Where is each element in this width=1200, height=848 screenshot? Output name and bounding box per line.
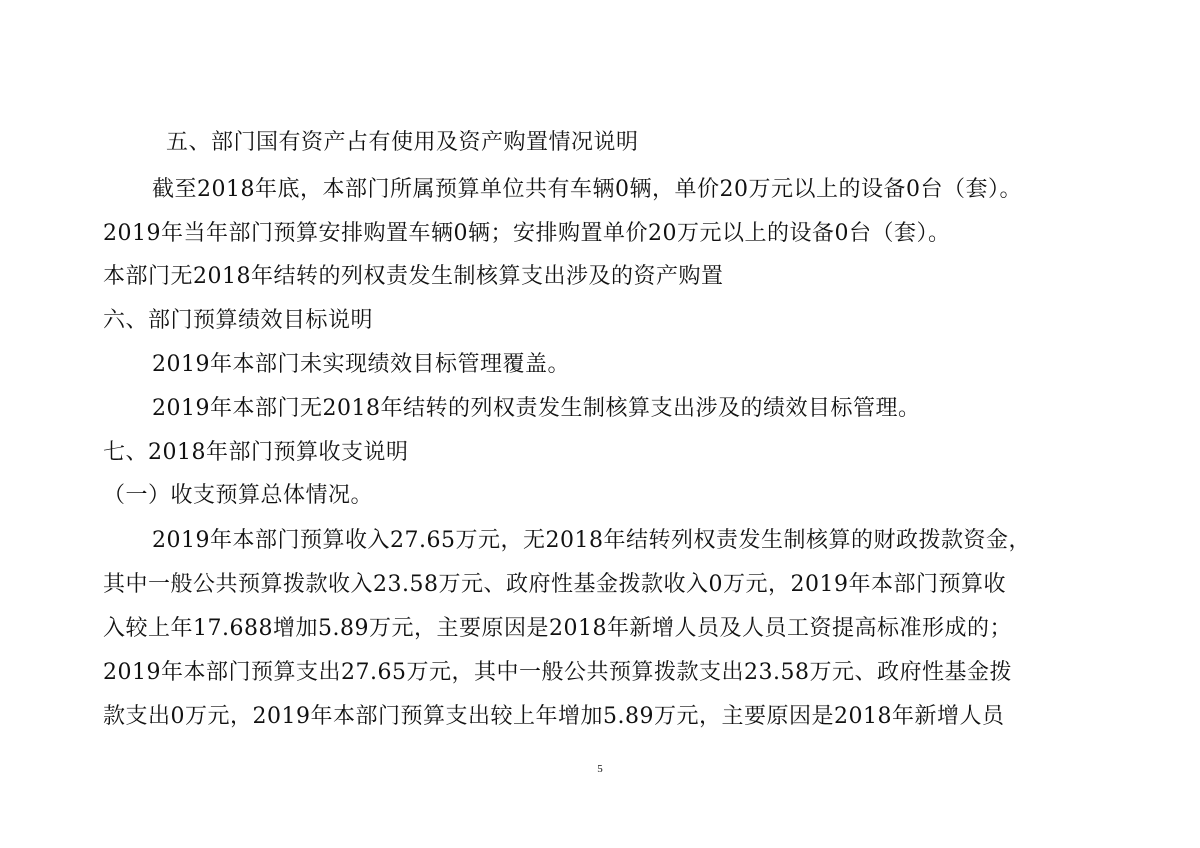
paragraph-line: 2019年当年部门预算安排购置车辆0辆；安排购置单价20万元以上的设备0台（套）。: [103, 221, 951, 246]
section-heading-performance: 六、部门预算绩效目标说明: [103, 308, 374, 333]
paragraph-line: 本部门无2018年结转的列权责发生制核算支出涉及的资产购置: [103, 264, 724, 289]
page-number: 5: [597, 763, 603, 775]
paragraph-line: 入较上年17.688增加5.89万元，主要原因是2018年新增人员及人员工资提高标准形成的；: [103, 616, 1012, 641]
paragraph-line: 截至2018年底，本部门所属预算单位共有车辆0辆，单价20万元以上的设备0台（套）。: [152, 177, 1022, 202]
paragraph-line: 2019年本部门预算支出27.65万元，其中一般公共预算拨款支出23.58万元、政府性基金拨: [103, 660, 1012, 685]
paragraph-line: 款支出0万元，2019年本部门预算支出较上年增加5.89万元，主要原因是2018年新增人员: [103, 704, 1005, 729]
subsection-heading-overview: （一）收支预算总体情况。: [103, 483, 374, 508]
section-heading-budget: 七、2018年部门预算收支说明: [103, 440, 409, 465]
paragraph-line: 2019年本部门无2018年结转的列权责发生制核算支出涉及的绩效目标管理。: [152, 396, 921, 421]
paragraph-line: 其中一般公共预算拨款收入23.58万元、政府性基金拨款收入0万元，2019年本部门预算收: [103, 572, 1006, 597]
paragraph-line: 2019年本部门预算收入27.65万元，无2018年结转列权责发生制核算的财政拨款资金，: [152, 528, 1031, 553]
paragraph-line: 2019年本部门未实现绩效目标管理覆盖。: [152, 352, 570, 377]
section-heading-assets: 五、部门国有资产占有使用及资产购置情况说明: [166, 130, 639, 155]
